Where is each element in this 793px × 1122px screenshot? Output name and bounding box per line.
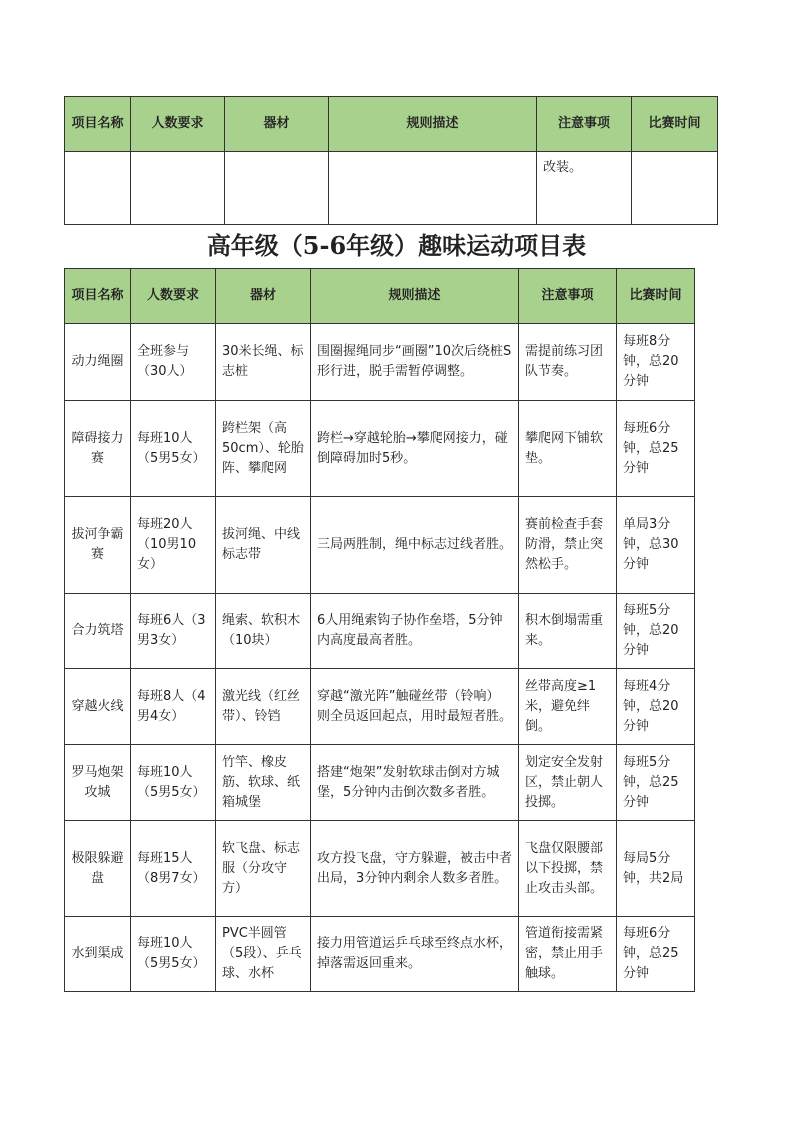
table-row xyxy=(65,497,695,594)
cell-people: 每班10人（5男5女） xyxy=(131,745,216,821)
table-row xyxy=(65,401,695,497)
table-row xyxy=(65,152,718,225)
cell-people xyxy=(131,152,225,225)
cell-people: 每班20人（10男10女） xyxy=(131,497,216,594)
cell-rules xyxy=(329,152,537,225)
header-people: 人数要求 xyxy=(131,97,225,152)
cell-rules: 围圈握绳同步“画圈”10次后绕桩S形行进，脱手需暂停调整。 xyxy=(311,324,519,401)
header-rules: 规则描述 xyxy=(311,269,519,324)
cell-time: 每班6分钟，总25分钟 xyxy=(617,401,695,497)
cell-notes: 丝带高度≥1米，避免绊倒。 xyxy=(519,669,617,745)
cell-rules: 搭建“炮架”发射软球击倒对方城堡，5分钟内击倒次数多者胜。 xyxy=(311,745,519,821)
cell-equipment: 跨栏架（高50cm）、轮胎阵、攀爬网 xyxy=(216,401,311,497)
cell-time: 每班8分钟，总20分钟 xyxy=(617,324,695,401)
table-row xyxy=(65,324,695,401)
cell-equipment: 拔河绳、中线标志带 xyxy=(216,497,311,594)
header-people: 人数要求 xyxy=(131,269,216,324)
cell-equipment: 绳索、软积木（10块） xyxy=(216,594,311,669)
cell-equipment: 激光线（红丝带）、铃铛 xyxy=(216,669,311,745)
cell-equipment: PVC半圆管（5段）、乒乓球、水杯 xyxy=(216,917,311,992)
cell-time: 每班5分钟，总25分钟 xyxy=(617,745,695,821)
header-time: 比赛时间 xyxy=(617,269,695,324)
cell-equipment: 30米长绳、标志桩 xyxy=(216,324,311,401)
header-time: 比赛时间 xyxy=(632,97,718,152)
table-row xyxy=(65,669,695,745)
page-title: 高年级（5-6年级）趣味运动项目表 xyxy=(206,231,587,260)
cell-time: 每班6分钟，总25分钟 xyxy=(617,917,695,992)
header-notes: 注意事项 xyxy=(519,269,617,324)
cell-name: 穿越火线 xyxy=(65,669,131,745)
cell-time: 单局3分钟，总30分钟 xyxy=(617,497,695,594)
table-row xyxy=(65,917,695,992)
cell-time: 每班4分钟，总20分钟 xyxy=(617,669,695,745)
cell-name: 合力筑塔 xyxy=(65,594,131,669)
header-rules: 规则描述 xyxy=(329,97,537,152)
cell-name: 罗马炮架攻城 xyxy=(65,745,131,821)
cell-rules: 穿越“激光阵”触碰丝带（铃响）则全员返回起点，用时最短者胜。 xyxy=(311,669,519,745)
cell-equipment: 软飞盘、标志服（分攻守方） xyxy=(216,821,311,917)
cell-notes: 攀爬网下铺软垫。 xyxy=(519,401,617,497)
cell-name: 动力绳圈 xyxy=(65,324,131,401)
cell-rules: 6人用绳索钩子协作垒塔，5分钟内高度最高者胜。 xyxy=(311,594,519,669)
header-notes: 注意事项 xyxy=(537,97,632,152)
cell-notes: 飞盘仅限腰部以下投掷，禁止攻击头部。 xyxy=(519,821,617,917)
cell-time: 每局5分钟，共2局 xyxy=(617,821,695,917)
cell-people: 每班15人（8男7女） xyxy=(131,821,216,917)
header-row xyxy=(65,97,718,152)
continued-table xyxy=(64,96,718,225)
cell-people: 每班8人（4男4女） xyxy=(131,669,216,745)
cell-name: 障碍接力赛 xyxy=(65,401,131,497)
cell-notes: 需提前练习团队节奏。 xyxy=(519,324,617,401)
cell-name xyxy=(65,152,131,225)
cell-notes: 赛前检查手套防滑，禁止突然松手。 xyxy=(519,497,617,594)
header-name: 项目名称 xyxy=(65,97,131,152)
cell-notes: 管道衔接需紧密，禁止用手触球。 xyxy=(519,917,617,992)
cell-people: 每班10人（5男5女） xyxy=(131,917,216,992)
cell-people: 全班参与（30人） xyxy=(131,324,216,401)
cell-equipment xyxy=(225,152,329,225)
cell-name: 拔河争霸赛 xyxy=(65,497,131,594)
activities-table xyxy=(64,268,695,992)
cell-name: 水到渠成 xyxy=(65,917,131,992)
cell-name: 极限躲避盘 xyxy=(65,821,131,917)
header-equipment: 器材 xyxy=(216,269,311,324)
cell-people: 每班10人（5男5女） xyxy=(131,401,216,497)
cell-rules: 跨栏→穿越轮胎→攀爬网接力，碰倒障碍加时5秒。 xyxy=(311,401,519,497)
cell-time xyxy=(632,152,718,225)
header-name: 项目名称 xyxy=(65,269,131,324)
cell-rules: 接力用管道运乒乓球至终点水杯，掉落需返回重来。 xyxy=(311,917,519,992)
cell-notes: 积木倒塌需重来。 xyxy=(519,594,617,669)
cell-notes: 划定安全发射区，禁止朝人投掷。 xyxy=(519,745,617,821)
cell-rules: 三局两胜制，绳中标志过线者胜。 xyxy=(311,497,519,594)
cell-rules: 攻方投飞盘，守方躲避，被击中者出局，3分钟内剩余人数多者胜。 xyxy=(311,821,519,917)
table-row xyxy=(65,821,695,917)
cell-people: 每班6人（3男3女） xyxy=(131,594,216,669)
cell-notes: 改装。 xyxy=(537,152,632,225)
header-row xyxy=(65,269,695,324)
cell-time: 每班5分钟，总20分钟 xyxy=(617,594,695,669)
header-equipment: 器材 xyxy=(225,97,329,152)
table-row xyxy=(65,745,695,821)
cell-equipment: 竹竿、橡皮筋、软球、纸箱城堡 xyxy=(216,745,311,821)
table-row xyxy=(65,594,695,669)
